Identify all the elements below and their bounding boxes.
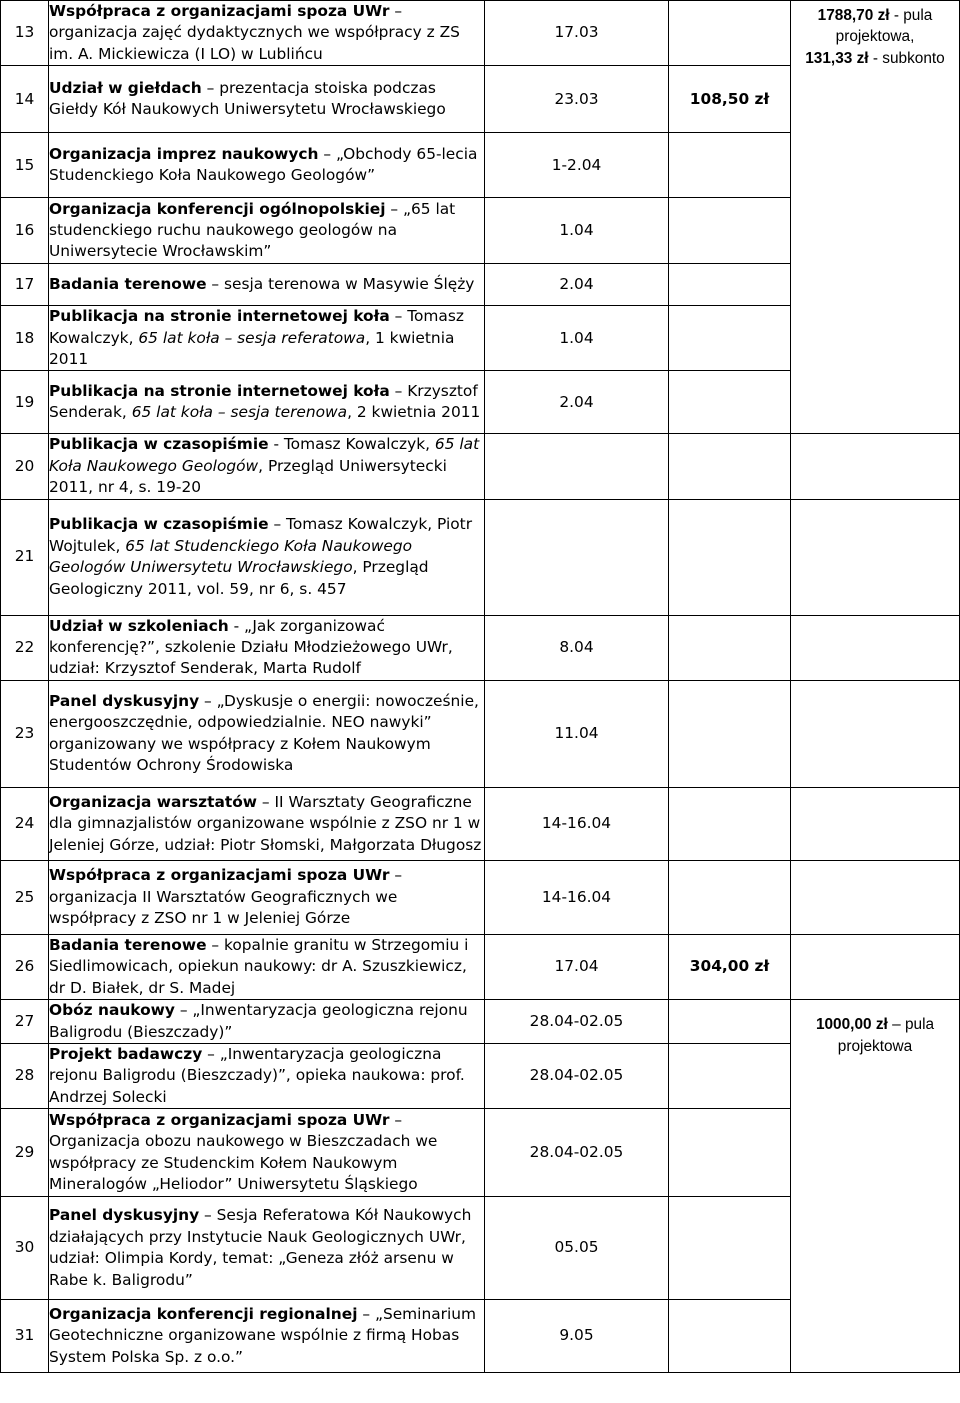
activity-description <box>49 860 485 934</box>
activity-description <box>49 1197 485 1300</box>
activity-detail: – „Dyskusje o energii: nowocześnie, energooszczędnie, odpowiedzialnie. NEO nawyki” organizowany we współpracy z Kołem Naukowym Studentów Ochrony Środowiska <box>49 692 479 775</box>
activity-detail: , Przegląd Uniwersytecki 2011, nr 4, s. 19-20 <box>49 456 447 497</box>
activity-cost <box>669 1043 791 1108</box>
activity-detail: , Przegląd Geologiczny 2011, vol. 59, nr 6, s. 457 <box>49 558 429 598</box>
activity-cost <box>669 1197 791 1300</box>
activity-type: Panel dyskusyjny <box>49 1206 200 1225</box>
fund-label: - pula projektowa, <box>835 7 933 46</box>
activity-type: Badania terenowe <box>49 935 207 954</box>
row-number: 19 <box>1 371 49 434</box>
row-number: 25 <box>1 860 49 934</box>
funding-pool <box>791 934 960 999</box>
activity-cost <box>669 198 791 264</box>
activity-date: 23.03 <box>485 66 669 133</box>
activity-detail: – kopalnie granitu w Strzegomiu i Siedlimowicach, opiekun naukowy: dr A. Szuszkiewicz, dr D. Białek, dr S. Madej <box>49 935 469 997</box>
activity-cost: 304,00 zł <box>669 934 791 999</box>
activity-detail: – „Seminarium Geotechniczne organizowane wspólnie z firmą Hobas System Polska Sp. z o.o.” <box>49 1305 476 1366</box>
activity-description <box>49 680 485 787</box>
activity-date: 28.04-02.05 <box>485 1043 669 1108</box>
table-row <box>1 787 960 860</box>
activity-cost <box>669 133 791 198</box>
row-number: 14 <box>1 66 49 133</box>
activity-date: 17.04 <box>485 934 669 999</box>
activity-detail: – sesja terenowa w Masywie Ślęży <box>206 275 475 294</box>
table-row <box>1 1000 960 1044</box>
activity-type: Współpraca z organizacjami spoza UWr <box>49 2 390 20</box>
activity-description <box>49 615 485 680</box>
row-number: 30 <box>1 1197 49 1300</box>
row-number: 20 <box>1 434 49 499</box>
activity-date: 28.04-02.05 <box>485 1109 669 1197</box>
activity-description <box>49 787 485 860</box>
activity-description <box>49 66 485 133</box>
activity-type: Publikacja na stronie internetowej koła <box>49 382 390 401</box>
activity-cost <box>669 306 791 371</box>
activity-detail: – Krzysztof Senderak, <box>49 382 478 422</box>
activity-detail: - „Jak zorganizować konferencję?”, szkolenie Działu Młodzieżowego UWr, udział: Krzysztof Senderak, Marta Rudolf <box>49 616 453 678</box>
activity-detail: – organizacja zajęć dydaktycznych we współpracy z ZS im. A. Mickiewicza (I LO) w Lublińcu <box>49 2 460 63</box>
table-row <box>1 860 960 934</box>
activity-type: Organizacja imprez naukowych <box>49 144 319 163</box>
activity-cost <box>669 371 791 434</box>
activity-detail: – Tomasz Kowalczyk, <box>49 307 464 347</box>
activity-type: Współpraca z organizacjami spoza UWr <box>49 866 390 885</box>
funding-pool <box>791 787 960 860</box>
activity-date: 8.04 <box>485 615 669 680</box>
row-number: 13 <box>1 1 49 66</box>
activity-type: Obóz naukowy <box>49 1001 175 1020</box>
activity-date: 28.04-02.05 <box>485 1000 669 1044</box>
activity-detail: , 1 kwietnia 2011 <box>49 328 455 369</box>
publication-title: 65 lat koła – sesja terenowa <box>131 403 348 422</box>
funding-pool <box>791 1000 960 1373</box>
row-number: 23 <box>1 680 49 787</box>
activity-cost <box>669 434 791 499</box>
activity-date: 14-16.04 <box>485 860 669 934</box>
row-number: 18 <box>1 306 49 371</box>
activity-type: Organizacja konferencji ogólnopolskiej <box>49 199 386 218</box>
activity-detail: – „Inwentaryzacja geologiczna rejonu Baligrodu (Bieszczady)” <box>49 1001 468 1041</box>
funding-pool <box>791 860 960 934</box>
row-number: 15 <box>1 133 49 198</box>
activity-type: Projekt badawczy <box>49 1044 203 1063</box>
activity-date: 1.04 <box>485 198 669 264</box>
activity-cost <box>669 499 791 615</box>
activity-date <box>485 434 669 499</box>
activity-date: 2.04 <box>485 371 669 434</box>
activity-detail: – „Obchody 65-lecia Studenckiego Koła Naukowego Geologów” <box>49 144 478 185</box>
activity-description <box>49 371 485 434</box>
activity-cost <box>669 680 791 787</box>
activity-cost: 108,50 zł <box>669 66 791 133</box>
activity-description <box>49 264 485 306</box>
table-row <box>1 499 960 615</box>
activity-date: 1-2.04 <box>485 133 669 198</box>
activity-detail: , 2 kwietnia 2011 <box>347 403 481 422</box>
activity-description <box>49 934 485 999</box>
activity-description <box>49 198 485 264</box>
fund-amount: 131,33 zł <box>805 49 869 67</box>
publication-title: 65 lat Studenckiego Koła Naukowego Geologów Uniwersytetu Wrocławskiego <box>49 536 413 577</box>
row-number: 31 <box>1 1300 49 1373</box>
activity-type: Publikacja na stronie internetowej koła <box>49 307 390 326</box>
activity-description <box>49 1109 485 1197</box>
activity-cost <box>669 1109 791 1197</box>
row-number: 26 <box>1 934 49 999</box>
activity-type: Badania terenowe <box>49 275 207 294</box>
activity-date: 05.05 <box>485 1197 669 1300</box>
activity-date <box>485 499 669 615</box>
activity-description <box>49 1300 485 1373</box>
fund-label: - subkonto <box>872 49 945 67</box>
row-number: 21 <box>1 499 49 615</box>
funding-pool <box>791 499 960 615</box>
activity-cost <box>669 1300 791 1373</box>
activity-detail: – „65 lat studenckiego ruchu naukowego geologów na Uniwersytecie Wrocławskim” <box>49 199 456 261</box>
activity-detail: – Tomasz Kowalczyk, Piotr Wojtulek, <box>49 515 473 555</box>
activity-type: Udział w szkoleniach <box>49 616 229 635</box>
activity-type: Panel dyskusyjny <box>49 692 200 711</box>
row-number: 29 <box>1 1109 49 1197</box>
table-row <box>1 615 960 680</box>
table-row <box>1 1 960 66</box>
activity-detail: – prezentacja stoiska podczas Giełdy Kół Naukowych Uniwersytetu Wrocławskiego <box>49 78 446 119</box>
row-number: 27 <box>1 1000 49 1044</box>
table-row <box>1 680 960 787</box>
funding-pool <box>791 434 960 499</box>
activity-type: Publikacja w czasopiśmie <box>49 435 269 454</box>
activity-cost <box>669 1000 791 1044</box>
activity-type: Organizacja warsztatów <box>49 792 257 811</box>
fund-amount: 1000,00 zł <box>815 1016 888 1034</box>
activity-description <box>49 1043 485 1108</box>
activity-date: 17.03 <box>485 1 669 66</box>
activity-date: 9.05 <box>485 1300 669 1373</box>
activity-cost <box>669 1 791 66</box>
activity-cost <box>669 615 791 680</box>
activity-type: Publikacja w czasopiśmie <box>49 515 269 534</box>
activity-description <box>49 133 485 198</box>
table-row <box>1 434 960 499</box>
activity-cost <box>669 264 791 306</box>
activity-date: 14-16.04 <box>485 787 669 860</box>
row-number: 17 <box>1 264 49 306</box>
activity-detail: – Organizacja obozu naukowego w Bieszczadach we współpracy ze Studenckim Kołem Naukowym Mineralogów „Heliodor” Uniwersytetu Śląskiego <box>49 1110 438 1194</box>
activity-cost <box>669 787 791 860</box>
funding-pool <box>791 1 960 434</box>
activity-date: 11.04 <box>485 680 669 787</box>
activity-description <box>49 1000 485 1044</box>
publication-title: 65 lat koła – sesja referatowa <box>138 328 366 347</box>
row-number: 28 <box>1 1043 49 1108</box>
activity-type: Udział w giełdach <box>49 78 202 97</box>
fund-amount: 1788,70 zł <box>817 7 890 24</box>
row-number: 24 <box>1 787 49 860</box>
activity-detail: – Sesja Referatowa Kół Naukowych działających przy Instytucie Nauk Geologicznych UWr, udział: Olimpia Kordy, temat: „Geneza złóż arsenu w Rabe k. Baligrodu” <box>49 1206 472 1289</box>
activity-detail: – organizacja II Warsztatów Geograficznych we współpracy z ZSO nr 1 w Jeleniej Górze <box>49 866 403 928</box>
activity-description <box>49 499 485 615</box>
funding-pool <box>791 680 960 787</box>
row-number: 22 <box>1 615 49 680</box>
activity-date: 1.04 <box>485 306 669 371</box>
activity-type: Współpraca z organizacjami spoza UWr <box>49 1110 390 1129</box>
activity-description <box>49 434 485 499</box>
fund-label: – pula projektowa <box>837 1016 935 1055</box>
funding-pool <box>791 615 960 680</box>
activity-date: 2.04 <box>485 264 669 306</box>
activity-description <box>49 1 485 66</box>
activity-type: Organizacja konferencji regionalnej <box>49 1305 358 1324</box>
publication-title: 65 lat Koła Naukowego Geologów <box>49 435 480 475</box>
activity-detail: – „Inwentaryzacja geologiczna rejonu Baligrodu (Bieszczady)”, opieka naukowa: prof. Andrzej Solecki <box>49 1044 465 1106</box>
row-number: 16 <box>1 198 49 264</box>
table-row <box>1 934 960 999</box>
activity-description <box>49 306 485 371</box>
activity-detail: - Tomasz Kowalczyk, <box>268 435 435 454</box>
activity-detail: – II Warsztaty Geograficzne dla gimnazjalistów organizowane wspólnie z ZSO nr 1 w Jeleniej Górze, udział: Piotr Słomski, Małgorzata Długosz <box>49 792 482 854</box>
activity-cost <box>669 860 791 934</box>
